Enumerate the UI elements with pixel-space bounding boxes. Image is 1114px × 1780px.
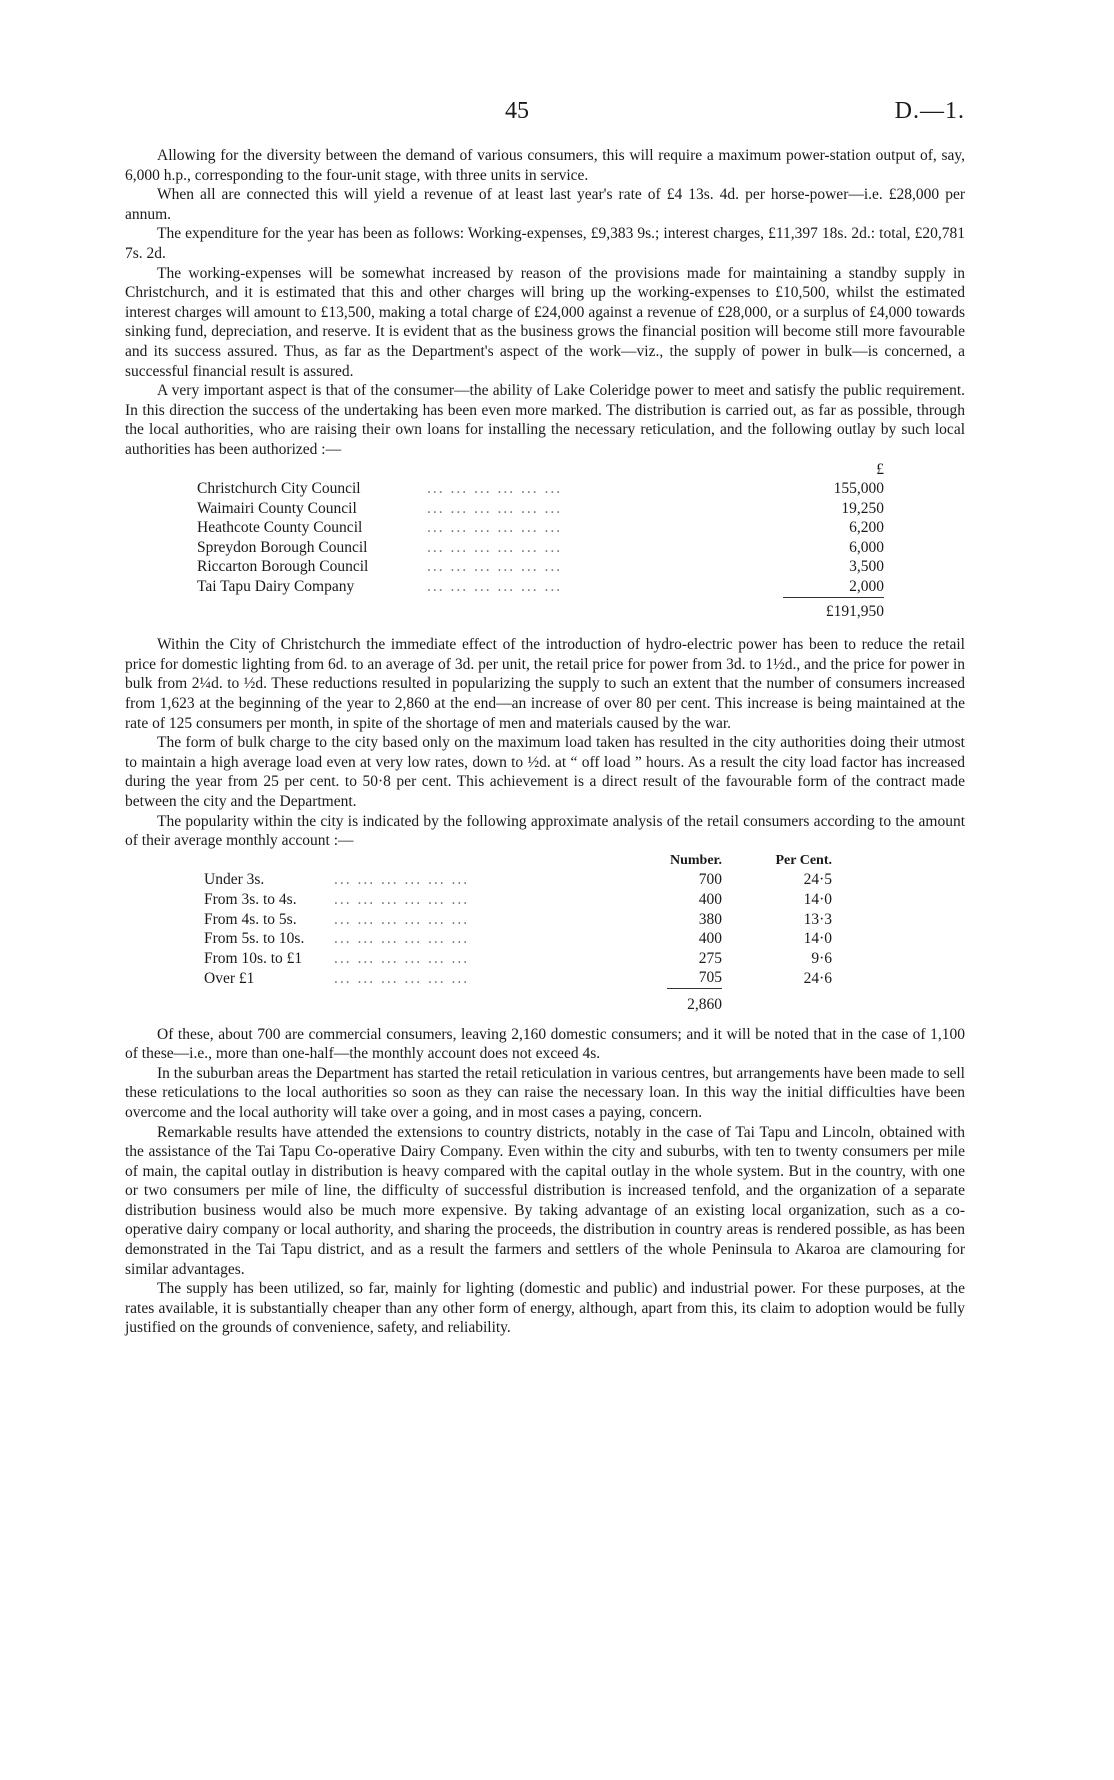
authority-amount: 19,250	[841, 499, 884, 517]
account-range: Under 3s.	[204, 871, 265, 889]
local-authorities-outlay-table	[197, 460, 884, 622]
consumer-analysis-table	[204, 851, 832, 1015]
column-header-percent: Per Cent.	[775, 852, 832, 868]
paragraph: Remarkable results have attended the extensions to country districts, notably in the case of Tai Tapu and Lincoln, obtained with the assistance of the Tai Tapu Co-operative Dairy Company. Even within the city and suburbs, with ten to twenty consumers per mile of main, the capital outlay in distribution is heavy compared with the capital outlay in the whole system. But in the country, with one or two consumers per mile of line, the difficulty of successful distribution is increased tenfold, and the organization of a separate distribution business would also be much more expensive. By taking advantage of an existing local organization, such as a co-operative dairy company or local authority, and sharing the proceeds, the distribution in country areas is rendered possible, as has been demonstrated in the Tai Tapu district, and as a result the farmers and settlers of the whole Peninsula to Akaroa are clamouring for similar advantages.	[125, 1123, 965, 1278]
account-range: From 4s. to 5s.	[204, 910, 297, 928]
dot-leader: ... ... ... ... ... ...	[427, 480, 563, 498]
dot-leader: ... ... ... ... ... ...	[334, 930, 470, 948]
dot-leader: ... ... ... ... ... ...	[427, 499, 563, 517]
authority-amount: 3,500	[849, 558, 884, 576]
consumer-percent: 24·5	[803, 871, 832, 889]
consumer-percent: 14·0	[803, 890, 832, 908]
paragraph: A very important aspect is that of the consumer—the ability of Lake Coleridge power to meet and satisfy the public requirement. In this direction the success of the undertaking has been even more marked. The distribution is carried out, as far as possible, through the local authorities, who are raising their own loans for installing the necessary reticulation, and the following outlay by such local authorities has been authorized :—	[125, 382, 965, 458]
paragraph: Of these, about 700 are commercial consumers, leaving 2,160 domestic consumers; and it will be noted that in the case of 1,100 of these—i.e., more than one-half—the monthly account does not exceed 4s.	[125, 1025, 965, 1063]
table-row	[197, 577, 884, 597]
page-number: 45	[505, 98, 529, 124]
dot-leader: ... ... ... ... ... ...	[427, 519, 563, 537]
authority-amount: 155,000	[833, 480, 884, 498]
consumer-number: 700	[698, 871, 722, 889]
table-header-row	[204, 851, 832, 871]
table-row	[204, 949, 832, 969]
dot-leader: ... ... ... ... ... ...	[427, 538, 563, 556]
page-header	[125, 98, 965, 132]
dot-leader: ... ... ... ... ... ...	[427, 578, 563, 596]
authority-amount: 6,000	[849, 538, 884, 556]
paragraph: Allowing for the diversity between the demand of various consumers, this will require a maximum power-station output of, say, 6,000 h.p., corresponding to the four-unit stage, with three units in service.	[125, 147, 965, 184]
paragraph: The working-expenses will be somewhat increased by reason of the provisions made for maintaining a standby supply in Christchurch, and it is estimated that this and other charges will bring up the working-expenses to £10,500, whilst the estimated interest charges will amount to £13,500, making a total charge of £24,000 against a revenue of £28,000, or a surplus of £4,000 towards sinking fund, depreciation, and reserve. It is evident that as the business grows the financial position will become still more favourable and its success assured. Thus, as far as the Department's aspect of the work—viz., the supply of power in bulk—is concerned, a successful financial result is assured.	[125, 264, 965, 380]
authority-name: Heathcote County Council	[197, 519, 363, 537]
consumer-number: 275	[698, 949, 722, 967]
account-range: From 3s. to 4s.	[204, 890, 297, 908]
authority-name: Spreydon Borough Council	[197, 538, 368, 556]
authority-name: Tai Tapu Dairy Company	[197, 578, 355, 596]
paragraph: When all are connected this will yield a revenue of at least last year's rate of £4 13s. 4d. per horse-power—i.e. £28,000 per annum.	[125, 186, 965, 223]
consumer-percent: 14·0	[803, 930, 832, 948]
table-total-row	[204, 988, 832, 1014]
paragraph: The supply has been utilized, so far, mainly for lighting (domestic and public) and industrial power. For these purposes, at the rates available, it is substantially cheaper than any other form of energy, although, apart from this, its claim to adoption would be fully justified on the grounds of convenience, safety, and reliability.	[125, 1280, 965, 1337]
consumer-percent: 24·6	[803, 969, 832, 987]
consumer-number: 400	[698, 890, 722, 908]
table-row	[197, 557, 884, 577]
table-row	[204, 890, 832, 910]
dot-leader: ... ... ... ... ... ...	[334, 949, 470, 967]
authority-amount: 6,200	[849, 519, 884, 537]
consumer-total: 2,860	[667, 988, 722, 1014]
paragraph: In the suburban areas the Department has started the retail reticulation in various centres, but arrangements have been made to sell these reticulations to the local authorities so soon as they can raise the necessary loan. In this way the initial difficulties have been overcome and the local authority will take over a going, and in most cases a paying, concern.	[125, 1064, 965, 1121]
paragraph: The form of bulk charge to the city based only on the maximum load taken has resulted in the city authorities doing their utmost to maintain a high average load even at very low rates, down to ½d. at “ off load ” hours. As a result the city load factor has increased during the year from 25 per cent. to 50·8 per cent. This achievement is a direct result of the favourable form of the contract made between the city and the Department.	[125, 734, 965, 810]
consumer-number: 400	[698, 930, 722, 948]
table-row	[204, 929, 832, 949]
paragraph: Within the City of Christchurch the immediate effect of the introduction of hydro-electric power has been to reduce the retail price for domestic lighting from 6d. to an average of 3d. per unit, the retail price for power from 3d. to 1½d., and the price for power in bulk from 2¼d. to ½d. These reductions resulted in popularizing the supply to such an extent that the number of consumers increased from 1,623 at the beginning of the year to 2,860 at the end—an increase of over 80 per cent. This increase is being maintained at the rate of 125 consumers per month, in spite of the shortage of men and materials caused by the war.	[125, 636, 965, 732]
account-range: From 5s. to 10s.	[204, 930, 305, 948]
authority-amount: 2,000	[849, 578, 884, 596]
account-range: From 10s. to £1	[204, 949, 303, 967]
consumer-number: 705	[698, 969, 722, 987]
authority-name: Waimairi County Council	[197, 499, 357, 517]
outlay-total: £191,950	[783, 597, 884, 621]
consumer-percent: 13·3	[803, 910, 832, 928]
document-reference: D.—1.	[894, 98, 965, 124]
authority-name: Riccarton Borough Council	[197, 558, 369, 576]
dot-leader: ... ... ... ... ... ...	[334, 969, 470, 987]
table-total-row	[197, 597, 884, 621]
page-body	[125, 146, 965, 1338]
dot-leader: ... ... ... ... ... ...	[334, 890, 470, 908]
table-row	[204, 870, 832, 890]
column-header-number: Number.	[670, 852, 722, 868]
consumer-number: 380	[698, 910, 722, 928]
paragraph: The popularity within the city is indicated by the following approximate analysis of the retail consumers according to the amount of their average monthly account :—	[125, 812, 965, 850]
table-row	[204, 910, 832, 930]
currency-header: £	[876, 460, 884, 478]
authority-name: Christchurch City Council	[197, 480, 361, 498]
account-range: Over £1	[204, 969, 255, 987]
table-row	[197, 538, 884, 558]
dot-leader: ... ... ... ... ... ...	[427, 558, 563, 576]
table-row	[204, 968, 832, 988]
dot-leader: ... ... ... ... ... ...	[334, 871, 470, 889]
table-row	[197, 479, 884, 499]
consumer-percent: 9·6	[811, 949, 832, 967]
table-header-row	[197, 460, 884, 480]
paragraph: The expenditure for the year has been as follows: Working-expenses, £9,383 9s.; interest charges, £11,397 18s. 2d.: total, £20,781 7s. 2d.	[125, 225, 965, 262]
table-row	[197, 518, 884, 538]
dot-leader: ... ... ... ... ... ...	[334, 910, 470, 928]
table-row	[197, 499, 884, 519]
